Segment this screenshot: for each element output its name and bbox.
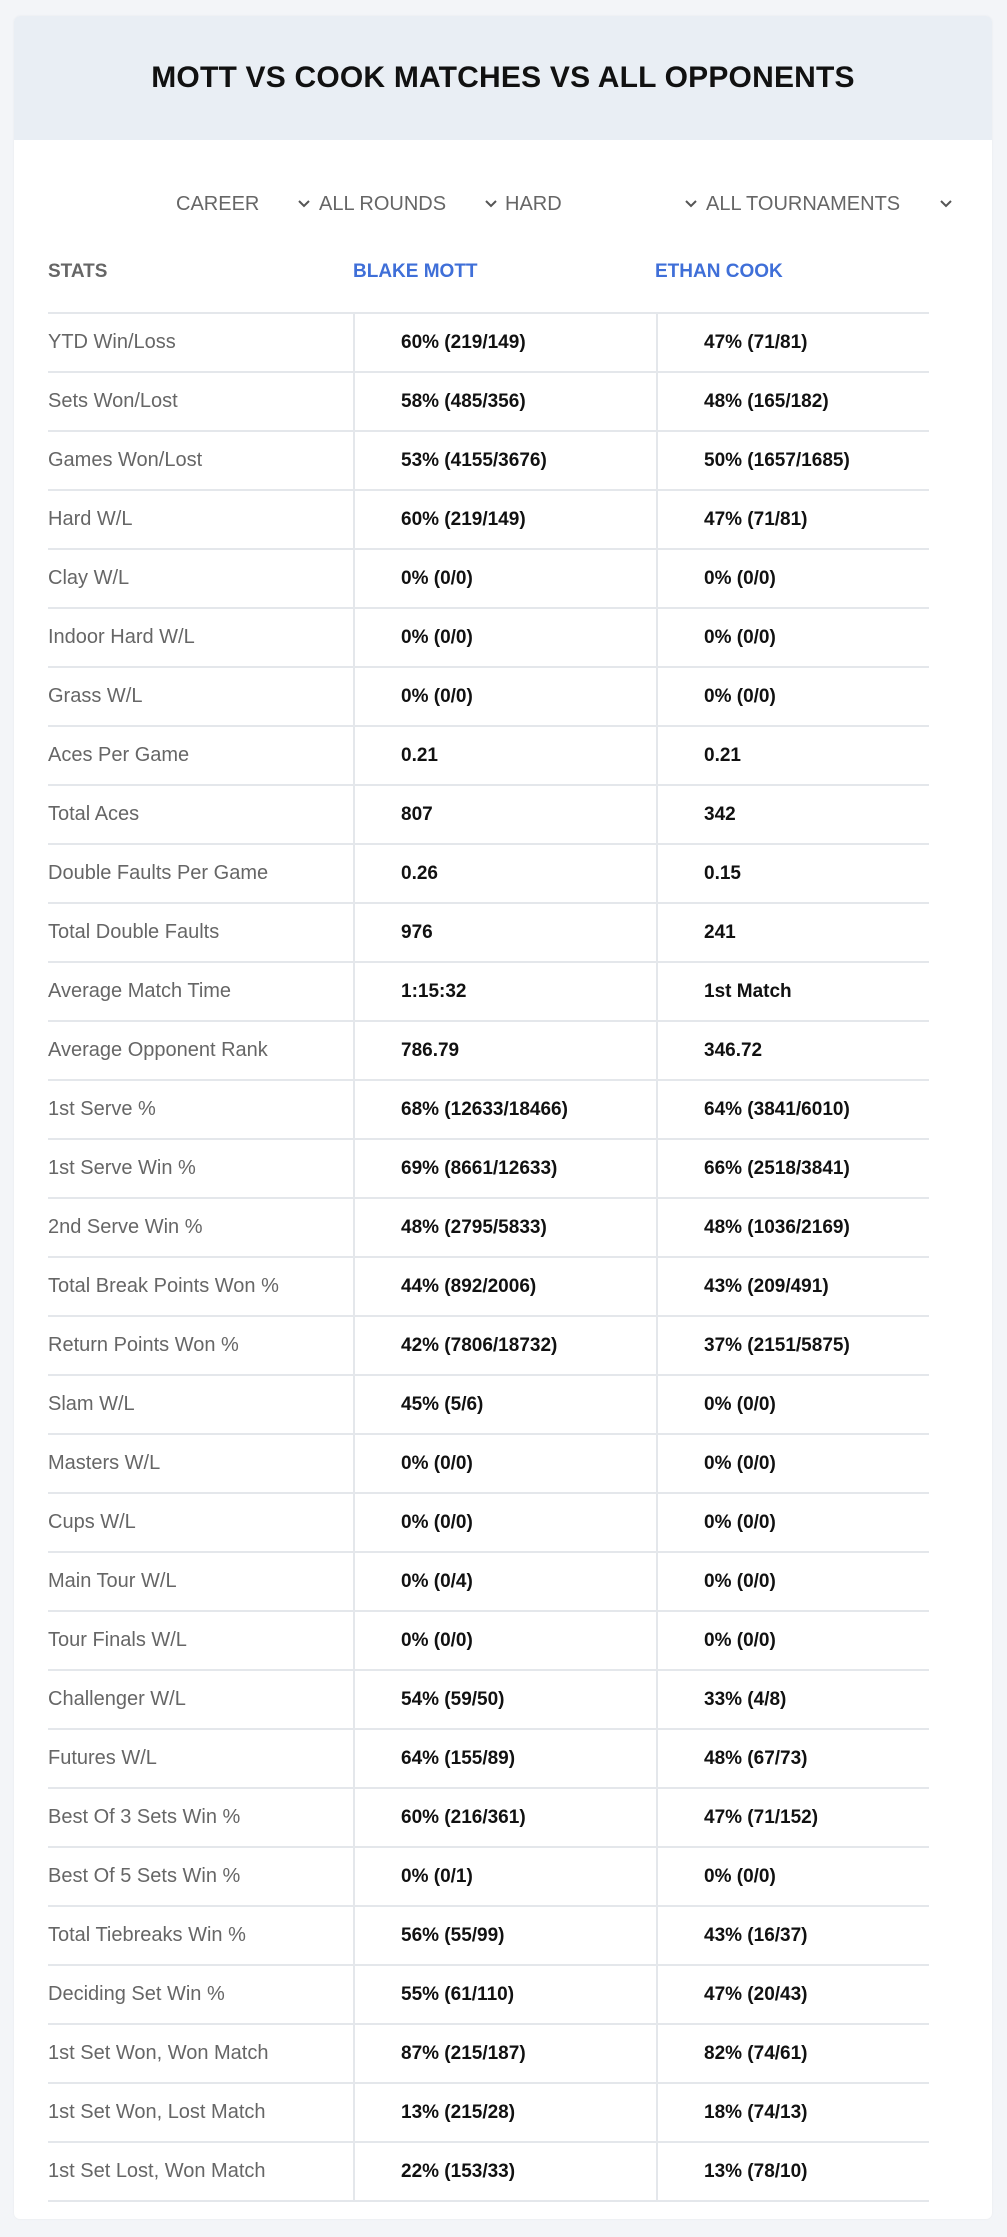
- stat-label: Aces Per Game: [48, 744, 190, 766]
- table-row: [48, 373, 929, 432]
- player2-stat-value: 48% (165/182): [656, 373, 929, 430]
- table-row: [48, 1848, 929, 1907]
- player2-stat-value: 43% (209/491): [656, 1258, 929, 1315]
- stat-label: Average Match Time: [48, 980, 232, 1002]
- stat-label: Futures W/L: [48, 1747, 157, 1769]
- table-row: [48, 1199, 929, 1258]
- player1-stat-value: 0% (0/1): [353, 1848, 656, 1905]
- player1-stat-value: 42% (7806/18732): [353, 1317, 656, 1374]
- player1-stat-value: 0.21: [353, 727, 656, 784]
- player1-stat-value: 0.26: [353, 845, 656, 902]
- table-row: [48, 904, 929, 963]
- table-row: [48, 1435, 929, 1494]
- chevron-down-icon: [483, 196, 499, 212]
- player1-stat-value: 807: [353, 786, 656, 843]
- table-row: [48, 668, 929, 727]
- stat-label: YTD Win/Loss: [48, 331, 176, 353]
- table-row: [48, 1494, 929, 1553]
- player2-stat-value: 43% (16/37): [656, 1907, 929, 1964]
- table-row: [48, 2084, 929, 2143]
- table-row: [48, 1022, 929, 1081]
- chevron-down-icon: [296, 196, 312, 212]
- player1-stat-value: 0% (0/0): [353, 609, 656, 666]
- table-row: [48, 314, 929, 373]
- table-row: [48, 1258, 929, 1317]
- player1-stat-value: 45% (5/6): [353, 1376, 656, 1433]
- player2-stat-value: 0% (0/0): [656, 1435, 929, 1492]
- player1-column-header[interactable]: BLAKE MOTT: [353, 261, 478, 282]
- player2-stat-value: 48% (1036/2169): [656, 1199, 929, 1256]
- player1-stat-value: 69% (8661/12633): [353, 1140, 656, 1197]
- player1-stat-value: 53% (4155/3676): [353, 432, 656, 489]
- player1-stat-value: 68% (12633/18466): [353, 1081, 656, 1138]
- player1-stat-value: 13% (215/28): [353, 2084, 656, 2141]
- player2-stat-value: 48% (67/73): [656, 1730, 929, 1787]
- table-row: [48, 1140, 929, 1199]
- player1-stat-value: 0% (0/4): [353, 1553, 656, 1610]
- stat-label: Best Of 3 Sets Win %: [48, 1806, 241, 1828]
- player2-stat-value: 342: [656, 786, 929, 843]
- player1-stat-value: 48% (2795/5833): [353, 1199, 656, 1256]
- filter-period-select[interactable]: [176, 186, 312, 222]
- stat-label: Return Points Won %: [48, 1334, 239, 1356]
- table-row: [48, 2143, 929, 2202]
- filter-period-value: CAREER: [176, 192, 260, 215]
- table-row: [48, 2025, 929, 2084]
- player1-stat-value: 60% (219/149): [353, 314, 656, 371]
- player2-stat-value: 241: [656, 904, 929, 961]
- stat-label: Masters W/L: [48, 1452, 161, 1474]
- filter-surface-value: HARD: [505, 192, 562, 215]
- stat-label: Deciding Set Win %: [48, 1983, 225, 2005]
- player2-stat-value: 346.72: [656, 1022, 929, 1079]
- filter-round-value: ALL ROUNDS: [319, 192, 447, 215]
- stats-table: [48, 232, 929, 2202]
- stat-label: Games Won/Lost: [48, 449, 203, 471]
- stat-label: Hard W/L: [48, 508, 133, 530]
- player1-stat-value: 44% (892/2006): [353, 1258, 656, 1315]
- table-row: [48, 1966, 929, 2025]
- player1-stat-value: 786.79: [353, 1022, 656, 1079]
- stat-label: Total Break Points Won %: [48, 1275, 279, 1297]
- player2-stat-value: 47% (71/81): [656, 491, 929, 548]
- filter-surface-select[interactable]: [505, 186, 699, 222]
- player1-stat-value: 60% (216/361): [353, 1789, 656, 1846]
- player2-stat-value: 0% (0/0): [656, 1553, 929, 1610]
- table-body: [48, 314, 929, 2202]
- player2-stat-value: 13% (78/10): [656, 2143, 929, 2200]
- stat-label: Cups W/L: [48, 1511, 136, 1533]
- player2-stat-value: 47% (71/81): [656, 314, 929, 371]
- table-row: [48, 1376, 929, 1435]
- player1-stat-value: 0% (0/0): [353, 550, 656, 607]
- stat-label: 2nd Serve Win %: [48, 1216, 203, 1238]
- stat-label: 1st Serve Win %: [48, 1157, 196, 1179]
- table-row: [48, 1081, 929, 1140]
- chevron-down-icon: [938, 196, 954, 212]
- player2-stat-value: 18% (74/13): [656, 2084, 929, 2141]
- player1-stat-value: 54% (59/50): [353, 1671, 656, 1728]
- table-row: [48, 786, 929, 845]
- chevron-down-icon: [683, 196, 699, 212]
- player2-stat-value: 0% (0/0): [656, 668, 929, 725]
- stat-label: Slam W/L: [48, 1393, 135, 1415]
- table-row: [48, 1612, 929, 1671]
- player2-stat-value: 0% (0/0): [656, 1494, 929, 1551]
- table-row: [48, 1553, 929, 1612]
- player2-stat-value: 33% (4/8): [656, 1671, 929, 1728]
- player2-stat-value: 64% (3841/6010): [656, 1081, 929, 1138]
- table-row: [48, 1789, 929, 1848]
- table-row: [48, 1907, 929, 1966]
- player2-stat-value: 1st Match: [656, 963, 929, 1020]
- player1-stat-value: 58% (485/356): [353, 373, 656, 430]
- table-row: [48, 1730, 929, 1789]
- player2-stat-value: 47% (20/43): [656, 1966, 929, 2023]
- player1-stat-value: 1:15:32: [353, 963, 656, 1020]
- table-row: [48, 609, 929, 668]
- player1-stat-value: 0% (0/0): [353, 1435, 656, 1492]
- stat-label: Best Of 5 Sets Win %: [48, 1865, 241, 1887]
- player2-stat-value: 0% (0/0): [656, 550, 929, 607]
- player1-stat-value: 55% (61/110): [353, 1966, 656, 2023]
- player2-stat-value: 0% (0/0): [656, 1376, 929, 1433]
- player2-stat-value: 50% (1657/1685): [656, 432, 929, 489]
- filter-round-select[interactable]: [319, 186, 499, 222]
- stat-label: Total Double Faults: [48, 921, 220, 943]
- filters-bar: [14, 186, 992, 222]
- table-row: [48, 727, 929, 786]
- player1-stat-value: 87% (215/187): [353, 2025, 656, 2082]
- player1-stat-value: 22% (153/33): [353, 2143, 656, 2200]
- player1-stat-value: 64% (155/89): [353, 1730, 656, 1787]
- player1-stat-value: 0% (0/0): [353, 1612, 656, 1669]
- stat-label: Total Aces: [48, 803, 140, 825]
- stat-label: 1st Set Won, Lost Match: [48, 2101, 266, 2123]
- stat-label: Tour Finals W/L: [48, 1629, 187, 1651]
- player1-stat-value: 0% (0/0): [353, 1494, 656, 1551]
- table-row: [48, 963, 929, 1022]
- page-header: [14, 16, 992, 140]
- stat-label: 1st Set Won, Won Match: [48, 2042, 269, 2064]
- player2-stat-value: 47% (71/152): [656, 1789, 929, 1846]
- table-row: [48, 1671, 929, 1730]
- table-row: [48, 845, 929, 904]
- stats-column-header: STATS: [48, 261, 108, 282]
- filter-tournament-select[interactable]: [706, 186, 954, 222]
- stat-label: Total Tiebreaks Win %: [48, 1924, 246, 1946]
- player1-stat-value: 60% (219/149): [353, 491, 656, 548]
- player2-stat-value: 82% (74/61): [656, 2025, 929, 2082]
- table-row: [48, 1317, 929, 1376]
- player2-stat-value: 0.15: [656, 845, 929, 902]
- table-row: [48, 432, 929, 491]
- stat-label: 1st Set Lost, Won Match: [48, 2160, 266, 2182]
- stat-label: Main Tour W/L: [48, 1570, 177, 1592]
- player2-stat-value: 37% (2151/5875): [656, 1317, 929, 1374]
- table-row: [48, 491, 929, 550]
- player2-stat-value: 0% (0/0): [656, 609, 929, 666]
- filter-tournament-value: ALL TOURNAMENTS: [706, 192, 901, 215]
- stat-label: Indoor Hard W/L: [48, 626, 195, 648]
- player2-column-header[interactable]: ETHAN COOK: [655, 261, 783, 282]
- stat-label: 1st Serve %: [48, 1098, 156, 1120]
- stat-label: Average Opponent Rank: [48, 1039, 268, 1061]
- player1-stat-value: 56% (55/99): [353, 1907, 656, 1964]
- player2-stat-value: 66% (2518/3841): [656, 1140, 929, 1197]
- table-row: [48, 550, 929, 609]
- stat-label: Double Faults Per Game: [48, 862, 269, 884]
- player2-stat-value: 0.21: [656, 727, 929, 784]
- player1-stat-value: 0% (0/0): [353, 668, 656, 725]
- player1-stat-value: 976: [353, 904, 656, 961]
- table-header-row: [48, 232, 929, 314]
- page-title: MOTT VS COOK MATCHES VS ALL OPPONENTS: [151, 61, 855, 94]
- player2-stat-value: 0% (0/0): [656, 1848, 929, 1905]
- stat-label: Grass W/L: [48, 685, 143, 707]
- stat-label: Challenger W/L: [48, 1688, 186, 1710]
- stat-label: Sets Won/Lost: [48, 390, 178, 412]
- player2-stat-value: 0% (0/0): [656, 1612, 929, 1669]
- stat-label: Clay W/L: [48, 567, 130, 589]
